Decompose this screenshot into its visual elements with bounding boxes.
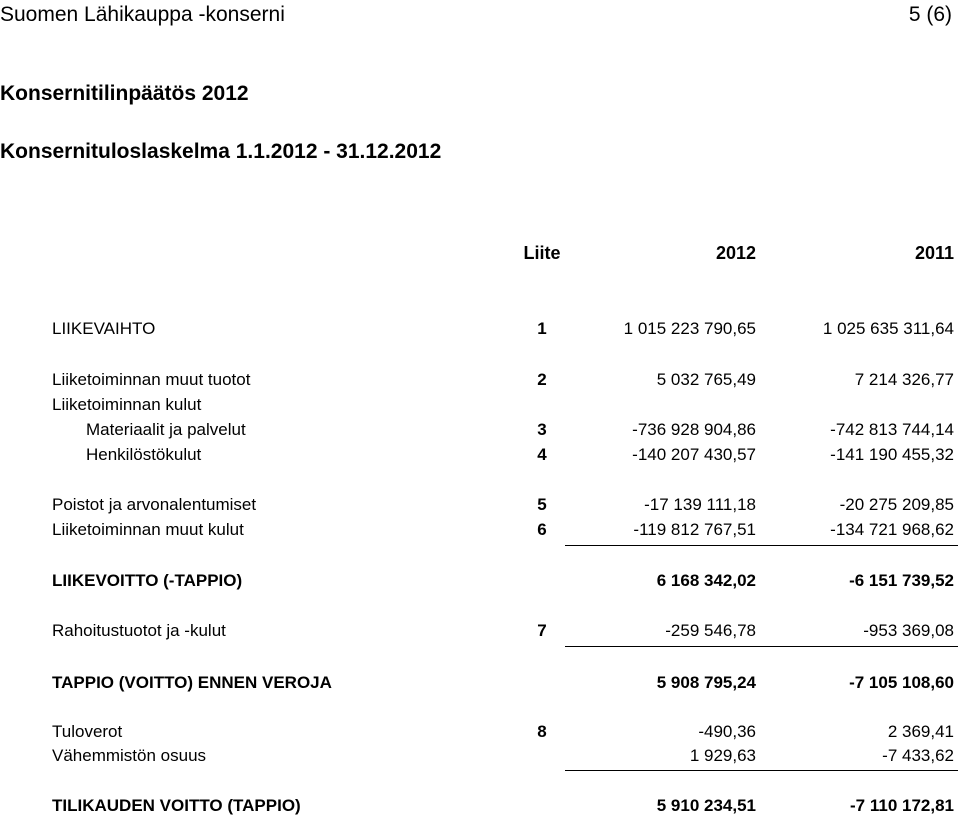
row-label: Henkilöstökulut bbox=[86, 445, 202, 464]
row-note: 5 bbox=[537, 495, 547, 514]
row-note: 1 bbox=[537, 319, 547, 338]
row-label: LIIKEVOITTO (-TAPPIO) bbox=[52, 571, 243, 590]
row-value-2011: -7 105 108,60 bbox=[849, 673, 954, 692]
row-note: 8 bbox=[537, 722, 547, 741]
row-value-2011: -141 190 455,32 bbox=[830, 445, 954, 464]
row-value-2011: -7 110 172,81 bbox=[850, 796, 954, 815]
subtotal-rule bbox=[565, 646, 958, 647]
row-value-2011: -742 813 744,14 bbox=[830, 420, 954, 439]
row-value-2012: 5 910 234,51 bbox=[656, 796, 756, 815]
row-label: TAPPIO (VOITTO) ENNEN VEROJA bbox=[52, 673, 332, 692]
row-note: 4 bbox=[537, 445, 547, 464]
subtotal-rule bbox=[565, 545, 958, 546]
row-value-2011: -7 433,62 bbox=[882, 746, 954, 765]
column-header-2012: 2012 bbox=[715, 243, 756, 263]
row-value-2011: -6 151 739,52 bbox=[849, 571, 954, 590]
row-label: Liiketoiminnan kulut bbox=[52, 395, 202, 414]
row-value-2011: -134 721 968,62 bbox=[830, 520, 954, 539]
column-header-2011: 2011 bbox=[914, 243, 954, 263]
row-note: 3 bbox=[537, 420, 547, 439]
row-label: Tuloverot bbox=[52, 722, 123, 741]
row-value-2012: 5 908 795,24 bbox=[656, 673, 756, 692]
row-note: 2 bbox=[537, 370, 547, 389]
row-value-2012: -736 928 904,86 bbox=[632, 420, 756, 439]
page-number: 5 (6) bbox=[908, 3, 952, 26]
row-label: Rahoitustuotot ja -kulut bbox=[52, 621, 226, 640]
row-value-2012: 1 015 223 790,65 bbox=[623, 319, 756, 338]
row-value-2012: -490,36 bbox=[698, 722, 756, 741]
row-label: Poistot ja arvonalentumiset bbox=[52, 495, 257, 514]
row-value-2012: 1 929,63 bbox=[689, 746, 756, 765]
row-value-2012: -140 207 430,57 bbox=[632, 445, 756, 464]
row-value-2012: -119 812 767,51 bbox=[633, 520, 756, 539]
row-value-2012: -259 546,78 bbox=[665, 621, 756, 640]
row-label: Liiketoiminnan muut kulut bbox=[52, 520, 244, 539]
row-value-2011: 2 369,41 bbox=[887, 722, 954, 741]
total-rule bbox=[565, 770, 958, 771]
row-label: Liiketoiminnan muut tuotot bbox=[52, 370, 251, 389]
column-header-note: Liite bbox=[523, 243, 561, 263]
row-label: Vähemmistön osuus bbox=[52, 746, 207, 765]
row-label: LIIKEVAIHTO bbox=[52, 319, 156, 338]
row-value-2012: 6 168 342,02 bbox=[656, 571, 756, 590]
statement-title: Konsernitilinpäätös 2012 bbox=[0, 82, 249, 105]
row-note: 7 bbox=[537, 621, 547, 640]
row-value-2011: -20 275 209,85 bbox=[839, 495, 954, 514]
row-value-2011: 1 025 635 311,64 bbox=[822, 319, 954, 338]
row-note: 6 bbox=[537, 520, 547, 539]
row-value-2011: -953 369,08 bbox=[863, 621, 954, 640]
row-label: TILIKAUDEN VOITTO (TAPPIO) bbox=[52, 796, 301, 815]
row-value-2011: 7 214 326,77 bbox=[854, 370, 954, 389]
row-label: Materiaalit ja palvelut bbox=[86, 420, 246, 439]
row-value-2012: 5 032 765,49 bbox=[656, 370, 756, 389]
row-value-2012: -17 139 111,18 bbox=[644, 495, 756, 514]
company-name: Suomen Lähikauppa -konserni bbox=[0, 3, 285, 26]
period-title: Konsernituloslaskelma 1.1.2012 - 31.12.2012 bbox=[0, 140, 442, 163]
